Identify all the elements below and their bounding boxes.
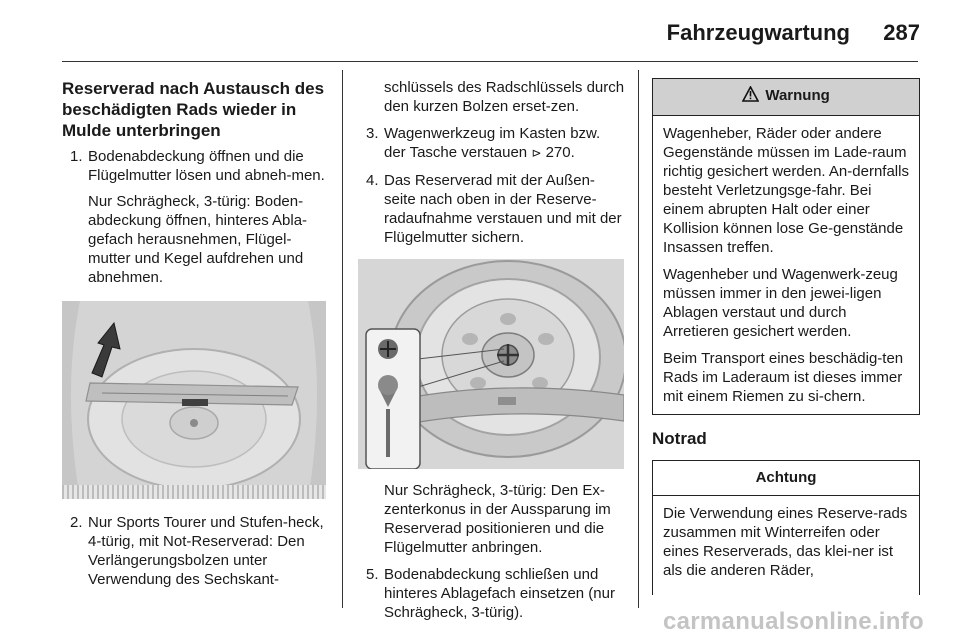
- steps-list-1: [62, 147, 330, 287]
- page-ref-link[interactable]: 270.: [545, 144, 575, 161]
- continued-text: schlüssels des Radschlüssels durch den kurzen Bolzen erset-zen.: [384, 79, 625, 115]
- page-ref-arrow-icon: ⊳: [531, 146, 542, 160]
- step-3-text: Wagenwerkzeug im Kasten bzw. der Tasche verstauen: [384, 125, 601, 161]
- step-number: 1.: [70, 148, 83, 165]
- step-note: Nur Schrägheck, 3-türig: Den Ex-zenterkonus in der Aussparung im Reserverad positionieren und die Flügelmutter anbringen.: [384, 482, 611, 556]
- page-header: [0, 14, 960, 54]
- warning-paragraph-3: Beim Transport eines beschädig-ten Rads im Laderaum ist dieses immer mit einem Riemen zu si-chern.: [663, 350, 904, 405]
- steps-list-3: [358, 124, 626, 247]
- step-number: 3.: [366, 125, 379, 142]
- caution-body: [653, 496, 919, 588]
- caution-header: [653, 461, 919, 496]
- step-note: Nur Schrägheck, 3-türig: Boden-abdeckung öffnen, hinteres Abla-gefach herausnehmen, Flügel-mutter und Kegel aufdrehen und abnehmen.: [88, 193, 308, 286]
- column-1: [62, 78, 330, 597]
- spare-wheel-illustration: [358, 259, 624, 469]
- steps-list-2: [62, 513, 330, 589]
- chapter-title: Fahrzeugwartung: [666, 20, 850, 45]
- step-number: 2.: [70, 514, 83, 531]
- step-text: [384, 124, 626, 163]
- header-divider: [62, 61, 918, 62]
- step-3: [358, 124, 626, 163]
- cover-illustration-svg: [62, 301, 326, 499]
- notrad-heading: Notrad: [652, 429, 707, 448]
- warning-box: [652, 78, 920, 415]
- step-number: 5.: [366, 566, 379, 583]
- step-text: Bodenabdeckung öffnen und die Flügelmutter lösen und abneh-men.: [88, 148, 325, 184]
- warning-paragraph-2: Wagenheber und Wagenwerk-zeug müssen immer in den jewei-ligen Ablagen verstaut und durch Arretieren gesichert werden.: [663, 266, 898, 340]
- caution-text: Die Verwendung eines Reserve-rads zusammen mit Winterreifen oder eines Reserverads, das klei-ner ist als die anderen Räder,: [663, 505, 908, 579]
- caution-title: Achtung: [755, 469, 817, 486]
- page-number: 287: [883, 20, 920, 45]
- column-divider-2: [638, 70, 639, 608]
- step-number: 4.: [366, 172, 379, 189]
- warning-header: [653, 79, 919, 116]
- step-text: Das Reserverad mit der Außen-seite nach oben in der Reserve-radaufnahme verstauen und mit der Flügelmutter sichern.: [384, 172, 622, 246]
- step-1: [62, 147, 330, 287]
- step-text: Nur Sports Tourer und Stufen-heck, 4-türig, mit Not-Reserverad: Den Verlängerungsbolzen unter Verwendung des Sechskant-: [88, 514, 324, 588]
- illustration-bottom-band: [62, 485, 326, 499]
- step-2: [62, 513, 330, 589]
- section-heading: Reserverad nach Austausch des beschädigten Rads wieder in Mulde unterbringen: [62, 79, 325, 140]
- caution-box: [652, 460, 920, 595]
- warning-title: Warnung: [765, 87, 830, 104]
- column-2: [358, 78, 626, 630]
- wheel-illustration-svg: [358, 259, 624, 469]
- column-3: [652, 78, 920, 595]
- watermark: carmanualsonline.info: [662, 608, 924, 635]
- warning-triangle-icon: [742, 86, 759, 107]
- spare-wheel-cover-illustration: [62, 301, 326, 499]
- column-divider-1: [342, 70, 343, 608]
- step-5: [358, 565, 626, 622]
- step-text: Bodenabdeckung schließen und hinteres Ablagefach einsetzen (nur Schrägheck, 3-türig).: [384, 566, 615, 621]
- warning-paragraph-1: Wagenheber, Räder oder andere Gegenstände müssen im Lade-raum richtig gesichert werden. An-dernfalls besteht Verletzungsge-fahr. Bei einem abrupten Halt oder einer Kollision können lose Ge-genstände Insassen treffen.: [663, 125, 909, 256]
- warning-body: [653, 116, 919, 414]
- steps-list-4: [358, 565, 626, 622]
- step-4: [358, 171, 626, 247]
